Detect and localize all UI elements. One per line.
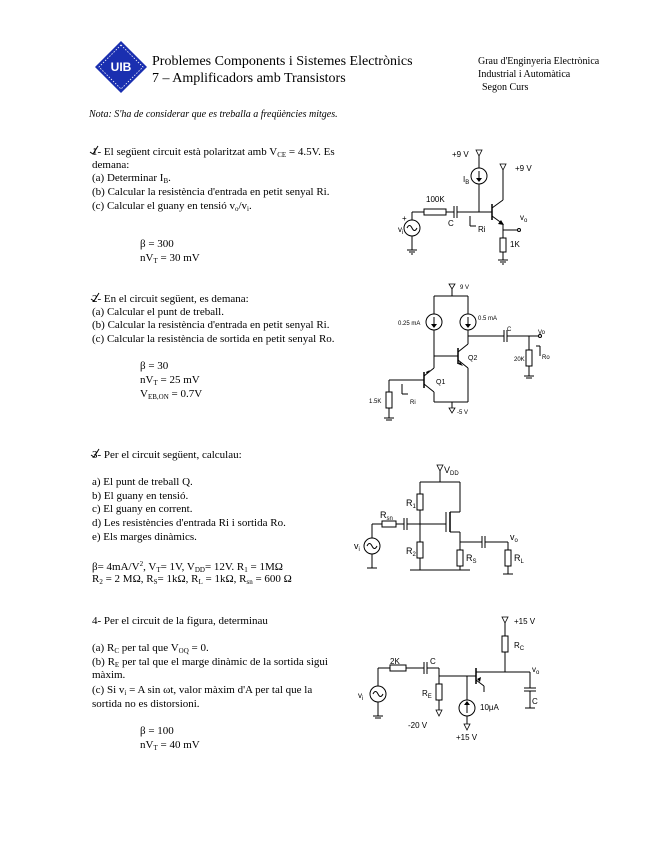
p3-item: d) Les resistències d'entrada Ri i sortida Ro. <box>92 517 286 529</box>
p4-cap2-label: C <box>532 697 538 706</box>
p4-vi-label: $v_i$ <box>358 691 364 702</box>
course-line2: Industrial i Automàtica <box>478 69 571 80</box>
doc-title-line1: Problemes Components i Sistemes Electrònics <box>152 54 413 69</box>
p2-beta: β = 30 <box>140 360 169 372</box>
p1-vi-label: $v_i$ <box>398 225 404 236</box>
p4-vneg-label: -20 V <box>408 721 428 730</box>
p3-item: b) El guany en tensió. <box>92 490 189 502</box>
p4-re-label: $R_E$ <box>422 689 432 700</box>
p2-ri-label: Ri <box>410 400 416 406</box>
p3-r1-label: $R_1$ <box>406 498 416 510</box>
p2-item-c: (c) Calcular la resistència de sortida en petit senyal Ro. <box>92 333 335 345</box>
p1-beta: β = 300 <box>140 238 174 250</box>
p3-intro: 3- Per el circuit següent, calculau: <box>92 449 242 461</box>
p2-intro: 2- En el circuit següent, es demana: <box>92 293 249 305</box>
p1-rin-label: 100K <box>426 195 445 204</box>
p4-nvt: $nV_T = 40$ mV <box>140 739 200 752</box>
logo-text: UIB <box>110 60 132 74</box>
p1-item-b: (b) Calcular la resistència d'entrada en petit senyal Ri. <box>92 186 330 198</box>
p3-rl-label: $R_L$ <box>514 553 524 565</box>
p4-vo-label: $v_o$ <box>532 665 540 676</box>
p1-intro-cont: demana: <box>92 159 130 171</box>
p2-item-b: (b) Calcular la resistència d'entrada en petit senyal Ri. <box>92 319 330 331</box>
note: Nota: S'ha de considerar que es treballa a freqüències mitges. <box>89 109 338 120</box>
p4-item-c-cont: sortida no es distorsioni. <box>92 698 200 710</box>
p3-rsn-label: $R_{sn}$ <box>380 510 393 522</box>
p4-item-b-cont: màxim. <box>92 669 126 681</box>
p3-item: a) El punt de treball Q. <box>92 476 193 488</box>
p2-nvt: $nV_T = 25$ mV <box>140 374 200 387</box>
p2-i2-label: 0.5 mA <box>478 316 498 322</box>
p2-ro-label: Ro <box>542 355 550 361</box>
doc-title-line2: 7 – Amplificadors amb Transistors <box>152 71 346 86</box>
p4-r2k-label: 2K <box>390 657 400 666</box>
p1-rl-label: 1K <box>510 240 520 249</box>
p4-circuit-diagram <box>352 612 552 747</box>
p3-item: c) El guany en corrent. <box>92 503 193 515</box>
p1-cap-label: C <box>448 219 454 228</box>
p1-intro: 1- El següent circuit està polaritzat amb $V_{CE} = 4.5V$. Es <box>92 146 335 159</box>
p1-item-c: (c) Calcular el guany en tensió $v_o/v_i$. <box>92 200 252 213</box>
p2-cap-label: C <box>507 327 512 333</box>
p1-item-a: (a) Determinar $I_B$. <box>92 172 171 185</box>
course-line3: Segon Curs <box>482 82 529 93</box>
p1-ib-label: $I_B$ <box>463 175 470 186</box>
p3-params-1: $\beta= 4mA/V^2$, $V_T= 1V$, $V_{DD}= 12V$. $R_1 = 1M\Omega$ <box>92 560 283 574</box>
uib-logo <box>94 40 148 94</box>
p2-q1-label: Q1 <box>436 379 446 386</box>
p2-q2-label: Q2 <box>468 355 478 362</box>
p4-cap1-label: C <box>430 657 436 666</box>
p3-vo-label: $v_o$ <box>510 532 518 544</box>
p3-params-2: $R_2 = 2$ MΩ, $R_S= 1k\Omega$, $R_L = 1k\Omega$, $R_{sn} = 600$ Ω <box>92 573 292 586</box>
p3-vdd-label: $V_{DD}$ <box>444 465 459 477</box>
doc-title <box>152 53 413 87</box>
p4-v15-label: +15 V <box>514 617 536 626</box>
p2-item-a: (a) Calcular el punt de treball. <box>92 306 224 318</box>
p2-circuit-diagram <box>364 282 574 432</box>
course-line1: Grau d'Enginyeria Electrònica <box>478 56 600 67</box>
p1-circuit-diagram <box>390 140 560 270</box>
p1-v1-label: +9 V <box>452 150 469 159</box>
p2-vee-label: -5 V <box>457 410 469 416</box>
p2-i1-label: 0.25 mA <box>398 321 421 327</box>
p3-vi-label: $v_i$ <box>354 541 360 553</box>
p4-vpos-label: +15 V <box>456 733 478 742</box>
p3-item: e) Els marges dinàmics. <box>92 531 197 543</box>
p2-vcc-label: 9 V <box>460 285 470 291</box>
p2-r15-label: 1.5K <box>369 399 382 405</box>
p3-rs-label: $R_S$ <box>466 553 477 565</box>
p4-i10-label: 10μA <box>480 703 499 712</box>
p1-v2-label: +9 V <box>515 164 532 173</box>
p3-r2-label: $R_2$ <box>406 546 416 558</box>
p1-ri-label: Ri <box>478 225 486 234</box>
svg-text:+: + <box>402 214 407 223</box>
p3-circuit-diagram <box>350 462 530 582</box>
p1-vo-label: $v_o$ <box>520 213 528 224</box>
course-info <box>478 55 599 94</box>
p4-item-a: (a) $R_C$ per tal que $V_{OQ} = 0$. <box>92 642 209 655</box>
p4-item-b: (b) $R_E$ per tal que el marge dinàmic de la sortida sigui <box>92 656 328 669</box>
p4-intro: 4- Per el circuit de la figura, determinau <box>92 615 268 627</box>
p1-nvt: $nV_T = 30$ mV <box>140 252 200 265</box>
p4-item-c: (c) Si $v_i = A$ sin ωt, valor màxim d'A per tal que la <box>92 684 313 697</box>
p2-r20-label: 20K <box>514 357 525 363</box>
p4-rc-label: $R_C$ <box>514 641 525 652</box>
p2-veb: $V_{EB,ON} = 0.7V$ <box>140 388 203 401</box>
p4-beta: β = 100 <box>140 725 174 737</box>
p2-vo-label: Vo <box>538 330 546 336</box>
